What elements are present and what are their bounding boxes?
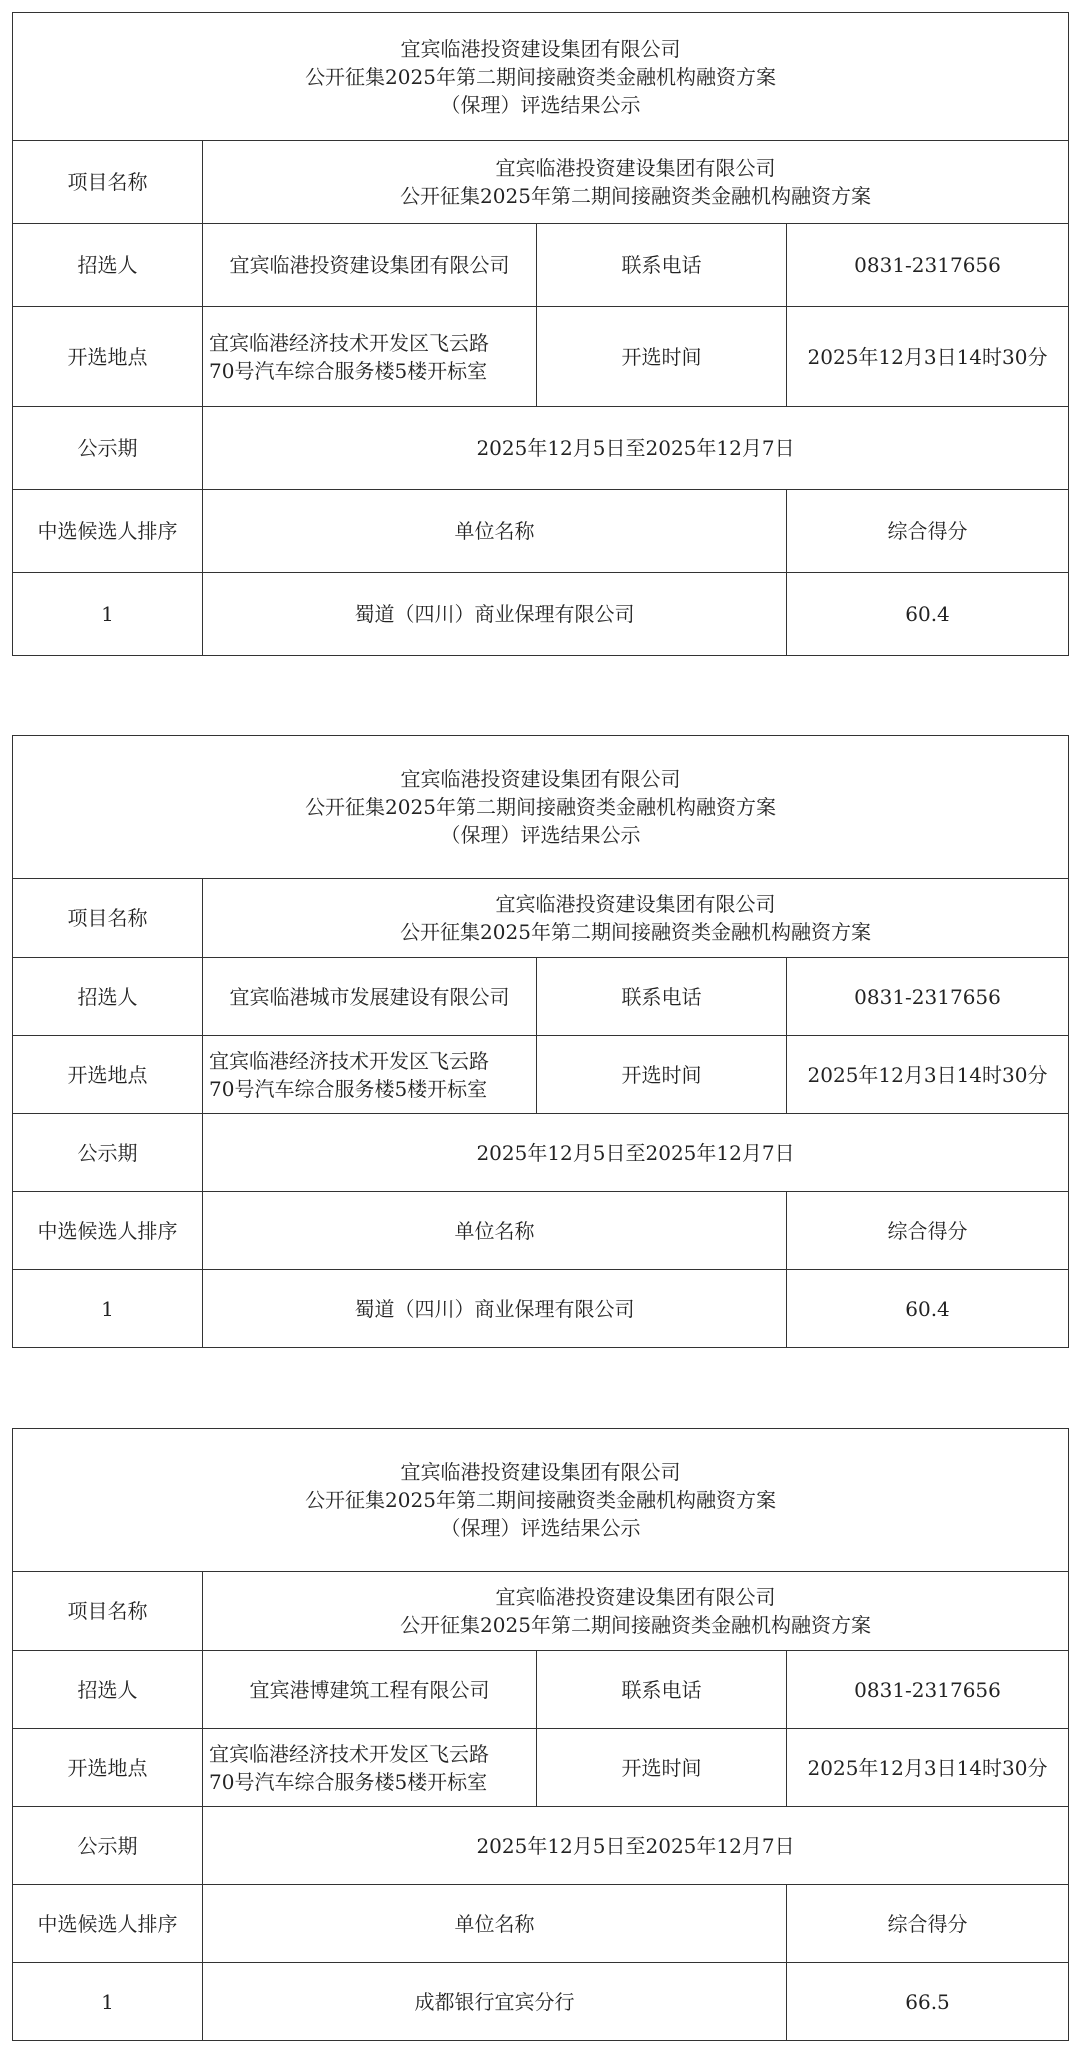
project-name-value: 宜宾临港投资建设集团有限公司 公开征集2025年第二期间接融资类金融机构融资方案 (203, 879, 1069, 958)
phone-value: 0831-2317656 (787, 958, 1069, 1036)
tenderer-label: 招选人 (13, 1651, 203, 1729)
phone-label: 联系电话 (537, 1651, 787, 1729)
location-value: 宜宾临港经济技术开发区飞云路 70号汽车综合服务楼5楼开标室 (203, 307, 537, 407)
score-value: 66.5 (787, 1963, 1069, 2041)
score-header: 综合得分 (787, 1885, 1069, 1963)
rank-value: 1 (13, 1963, 203, 2041)
project-name-label: 项目名称 (13, 141, 203, 224)
project-name-value: 宜宾临港投资建设集团有限公司 公开征集2025年第二期间接融资类金融机构融资方案 (203, 1572, 1069, 1651)
time-value: 2025年12月3日14时30分 (787, 1729, 1069, 1807)
phone-value: 0831-2317656 (787, 224, 1069, 307)
project-name-label: 项目名称 (13, 879, 203, 958)
result-notice-table-2 (12, 735, 1069, 1348)
time-value: 2025年12月3日14时30分 (787, 307, 1069, 407)
tenderer-value: 宜宾临港投资建设集团有限公司 (203, 224, 537, 307)
project-name-value: 宜宾临港投资建设集团有限公司 公开征集2025年第二期间接融资类金融机构融资方案 (203, 141, 1069, 224)
rank-header: 中选候选人排序 (13, 490, 203, 573)
time-label: 开选时间 (537, 307, 787, 407)
score-header: 综合得分 (787, 490, 1069, 573)
tenderer-label: 招选人 (13, 224, 203, 307)
notice-title: 宜宾临港投资建设集团有限公司 公开征集2025年第二期间接融资类金融机构融资方案 （保理）评选结果公示 (13, 13, 1069, 141)
period-label: 公示期 (13, 1807, 203, 1885)
rank-header: 中选候选人排序 (13, 1885, 203, 1963)
location-value: 宜宾临港经济技术开发区飞云路 70号汽车综合服务楼5楼开标室 (203, 1036, 537, 1114)
notice-title: 宜宾临港投资建设集团有限公司 公开征集2025年第二期间接融资类金融机构融资方案 （保理）评选结果公示 (13, 1429, 1069, 1572)
phone-value: 0831-2317656 (787, 1651, 1069, 1729)
location-label: 开选地点 (13, 1036, 203, 1114)
time-value: 2025年12月3日14时30分 (787, 1036, 1069, 1114)
location-label: 开选地点 (13, 1729, 203, 1807)
unit-header: 单位名称 (203, 1192, 787, 1270)
time-label: 开选时间 (537, 1036, 787, 1114)
project-name-label: 项目名称 (13, 1572, 203, 1651)
tenderer-label: 招选人 (13, 958, 203, 1036)
time-label: 开选时间 (537, 1729, 787, 1807)
phone-label: 联系电话 (537, 224, 787, 307)
rank-header: 中选候选人排序 (13, 1192, 203, 1270)
tenderer-value: 宜宾临港城市发展建设有限公司 (203, 958, 537, 1036)
unit-value: 蜀道（四川）商业保理有限公司 (203, 573, 787, 656)
period-value: 2025年12月5日至2025年12月7日 (203, 1114, 1069, 1192)
location-value: 宜宾临港经济技术开发区飞云路 70号汽车综合服务楼5楼开标室 (203, 1729, 537, 1807)
rank-value: 1 (13, 1270, 203, 1348)
location-label: 开选地点 (13, 307, 203, 407)
period-label: 公示期 (13, 407, 203, 490)
period-value: 2025年12月5日至2025年12月7日 (203, 407, 1069, 490)
period-value: 2025年12月5日至2025年12月7日 (203, 1807, 1069, 1885)
score-value: 60.4 (787, 573, 1069, 656)
unit-header: 单位名称 (203, 490, 787, 573)
tenderer-value: 宜宾港博建筑工程有限公司 (203, 1651, 537, 1729)
unit-value: 蜀道（四川）商业保理有限公司 (203, 1270, 787, 1348)
rank-value: 1 (13, 573, 203, 656)
phone-label: 联系电话 (537, 958, 787, 1036)
score-header: 综合得分 (787, 1192, 1069, 1270)
result-notice-table-3 (12, 1428, 1069, 2041)
unit-header: 单位名称 (203, 1885, 787, 1963)
period-label: 公示期 (13, 1114, 203, 1192)
result-notice-table-1 (12, 12, 1069, 656)
unit-value: 成都银行宜宾分行 (203, 1963, 787, 2041)
score-value: 60.4 (787, 1270, 1069, 1348)
notice-title: 宜宾临港投资建设集团有限公司 公开征集2025年第二期间接融资类金融机构融资方案 （保理）评选结果公示 (13, 736, 1069, 879)
